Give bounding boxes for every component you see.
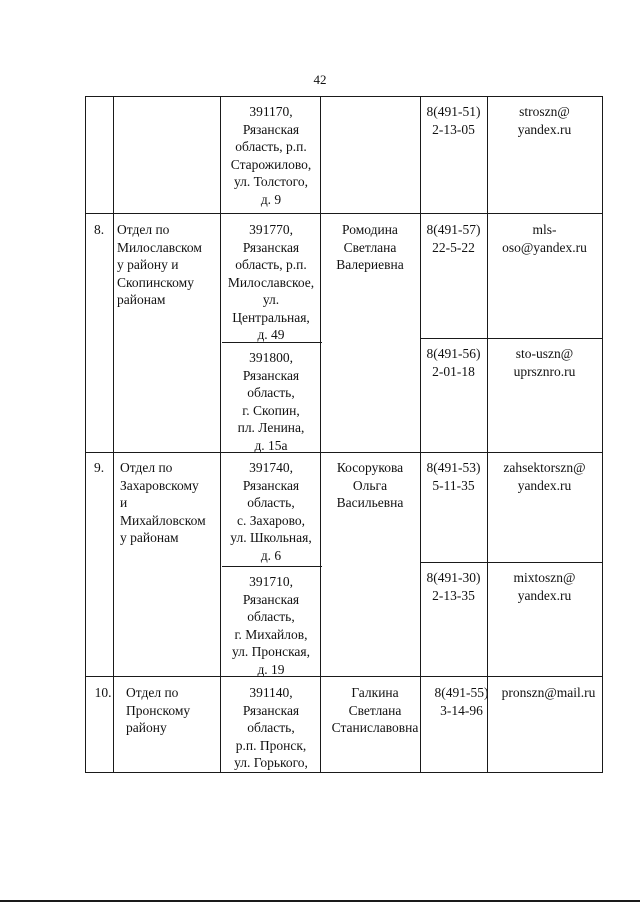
head-cell: Ромодина Светлана Валериевна [336,222,404,272]
table-rule [222,566,322,567]
email-cell: zahsektorszn@ yandex.ru [503,460,586,493]
page-number: 42 [313,72,327,87]
phone-cell: 8(491-57) 22-5-22 [426,222,481,255]
head-cell: Косорукова Ольга Васильевна [336,460,404,510]
table-rule [420,96,421,772]
table-rule [85,676,603,677]
table-rule [85,213,603,214]
table-rule [487,96,488,772]
address-cell: 391770, Рязанская область, р.п. Милославское, ул. Центральная, д. 49 [227,222,315,342]
department-cell: Отдел по Пронскому району [126,685,191,735]
department-cell: Отдел по Захаровскому и Михайловском у районам [120,460,206,545]
table-rule [320,96,321,772]
page-bottom-edge [0,900,640,902]
department-cell: Отдел по Милославском у району и Скопинскому районам [117,222,202,307]
phone-cell: 8(491-30) 2-13-35 [426,570,481,603]
address-cell: 391800, Рязанская область, г. Скопин, пл. Ленина, д. 15а [237,350,305,453]
email-cell: pronszn@mail.ru [501,685,596,700]
phone-cell: 8(491-55) 3-14-96 [434,685,489,718]
row-number: 10. [94,685,112,700]
table-rule [420,562,603,563]
table-rule [85,96,603,97]
row-number: 8. [93,222,105,237]
address-cell: 391710, Рязанская область, г. Михайлов, ул. Пронская, д. 19 [231,574,311,677]
table-rule [85,452,603,453]
table-rule [220,96,221,772]
table-rule [602,96,603,772]
address-cell: 391140, Рязанская область, р.п. Пронск, ул. Горького, [234,685,308,770]
address-cell: 391740, Рязанская область, с. Захарово, ул. Школьная, д. 6 [230,460,312,563]
table-rule [420,338,603,339]
email-cell: mls- oso@yandex.ru [502,222,587,255]
phone-cell: 8(491-53) 5-11-35 [426,460,481,493]
table-rule [113,96,114,772]
phone-cell: 8(491-51) 2-13-05 [426,104,481,137]
phone-cell: 8(491-56) 2-01-18 [426,346,481,379]
table-rule [85,96,86,772]
table-rule [85,772,603,773]
email-cell: stroszn@ yandex.ru [517,104,572,137]
head-cell: Галкина Светлана Станиславовна [331,685,419,735]
row-number: 9. [93,460,105,475]
email-cell: mixtoszn@ yandex.ru [513,570,576,603]
email-cell: sto-uszn@ uprsznro.ru [513,346,576,379]
address-cell: 391170, Рязанская область, р.п. Старожилово, ул. Толстого, д. 9 [230,104,312,207]
